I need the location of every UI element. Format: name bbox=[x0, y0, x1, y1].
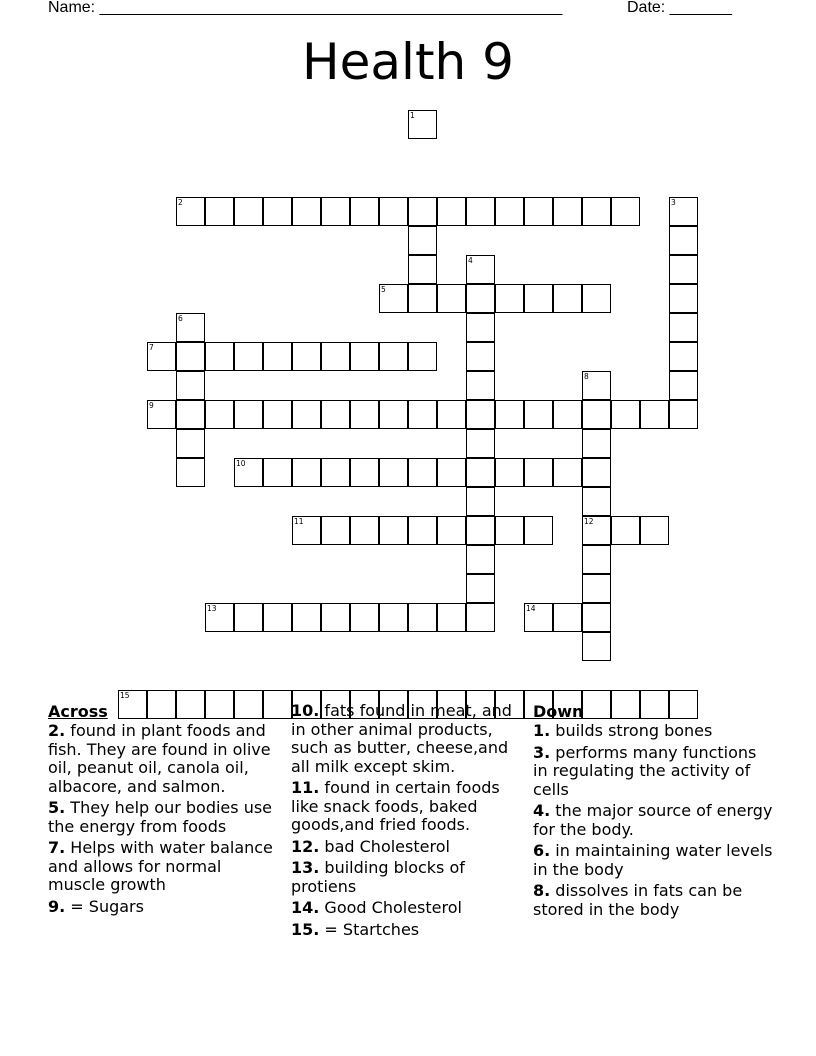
clue-item-number: 7. bbox=[48, 838, 66, 857]
grid-cell[interactable] bbox=[466, 574, 495, 603]
grid-cell[interactable] bbox=[263, 197, 292, 226]
clue-number: 7 bbox=[149, 343, 154, 352]
clue-item-text: building blocks of protiens bbox=[291, 858, 465, 896]
grid-cell[interactable] bbox=[292, 400, 321, 429]
clue-number: 15 bbox=[120, 691, 130, 700]
grid-cell[interactable] bbox=[234, 197, 263, 226]
grid-cell[interactable] bbox=[408, 226, 437, 255]
clue-number: 2 bbox=[178, 198, 183, 207]
grid-cell[interactable] bbox=[553, 197, 582, 226]
grid-cell[interactable] bbox=[669, 284, 698, 313]
clue-number: 6 bbox=[178, 314, 183, 323]
clues-column-3 bbox=[533, 702, 773, 922]
grid-cell[interactable] bbox=[582, 429, 611, 458]
clue-number: 9 bbox=[149, 401, 154, 410]
grid-cell[interactable] bbox=[582, 603, 611, 632]
grid-cell[interactable] bbox=[379, 342, 408, 371]
grid-cell[interactable] bbox=[582, 284, 611, 313]
clues-column-2 bbox=[291, 702, 526, 942]
grid-cell[interactable] bbox=[408, 342, 437, 371]
grid-cell[interactable] bbox=[524, 603, 553, 632]
grid-cell[interactable] bbox=[524, 400, 553, 429]
clue-item bbox=[533, 722, 773, 741]
grid-cell[interactable] bbox=[176, 371, 205, 400]
clue-item-text: found in plant foods and fish. They are found in olive oil, peanut oil, canola oil, albacore, and salmon. bbox=[48, 721, 271, 796]
grid-cell[interactable] bbox=[437, 197, 466, 226]
grid-cell[interactable] bbox=[553, 284, 582, 313]
grid-cell[interactable] bbox=[495, 400, 524, 429]
clue-number: 13 bbox=[207, 604, 217, 613]
grid-cell[interactable] bbox=[234, 458, 263, 487]
grid-cell[interactable] bbox=[176, 458, 205, 487]
grid-cell[interactable] bbox=[321, 342, 350, 371]
clue-number: 10 bbox=[236, 459, 246, 468]
clue-item-text: = Startches bbox=[319, 919, 420, 939]
clue-item-text: They help our bodies use the energy from foods bbox=[48, 798, 273, 836]
grid-cell[interactable] bbox=[205, 197, 234, 226]
grid-cell[interactable] bbox=[321, 197, 350, 226]
grid-cell[interactable] bbox=[408, 458, 437, 487]
clues-column-1 bbox=[48, 702, 283, 919]
grid-cell[interactable] bbox=[321, 400, 350, 429]
grid-cell[interactable] bbox=[379, 284, 408, 313]
clue-item-number: 6. bbox=[533, 841, 551, 860]
grid-cell[interactable] bbox=[582, 400, 611, 429]
grid-cell[interactable] bbox=[553, 400, 582, 429]
grid-cell[interactable] bbox=[582, 458, 611, 487]
clue-item bbox=[291, 899, 526, 918]
clue-number: 3 bbox=[671, 198, 676, 207]
clue-item bbox=[48, 839, 283, 895]
grid-cell[interactable] bbox=[437, 458, 466, 487]
clue-item-number: 8. bbox=[533, 881, 551, 900]
grid-cell[interactable] bbox=[379, 603, 408, 632]
grid-cell[interactable] bbox=[669, 255, 698, 284]
clue-item-number: 5. bbox=[48, 798, 66, 817]
grid-cell[interactable] bbox=[234, 342, 263, 371]
grid-cell[interactable] bbox=[408, 603, 437, 632]
grid-cell[interactable] bbox=[379, 516, 408, 545]
grid-cell[interactable] bbox=[466, 487, 495, 516]
grid-cell[interactable] bbox=[263, 342, 292, 371]
grid-cell[interactable] bbox=[611, 197, 640, 226]
grid-cell[interactable] bbox=[669, 226, 698, 255]
grid-cell[interactable] bbox=[350, 197, 379, 226]
down-heading: Down bbox=[533, 702, 584, 721]
across-heading: Across bbox=[48, 702, 108, 721]
clue-number: 1 bbox=[410, 111, 415, 120]
grid-cell[interactable] bbox=[495, 458, 524, 487]
grid-cell[interactable] bbox=[321, 516, 350, 545]
clue-number: 5 bbox=[381, 285, 386, 294]
clue-item-number: 3. bbox=[533, 742, 551, 762]
clue-item-number: 9. bbox=[48, 896, 66, 916]
grid-cell[interactable] bbox=[553, 603, 582, 632]
grid-cell[interactable] bbox=[466, 313, 495, 342]
grid-cell[interactable] bbox=[205, 342, 234, 371]
clue-item-text: dissolves in fats can be stored in the body bbox=[533, 881, 743, 919]
clue-item-number: 14. bbox=[291, 898, 320, 917]
grid-cell[interactable] bbox=[350, 603, 379, 632]
clue-item bbox=[48, 799, 283, 836]
grid-cell[interactable] bbox=[147, 342, 176, 371]
grid-cell[interactable] bbox=[292, 197, 321, 226]
grid-cell[interactable] bbox=[582, 545, 611, 574]
grid-cell[interactable] bbox=[379, 400, 408, 429]
clue-item-text: in maintaining water levels in the body bbox=[533, 841, 773, 879]
grid-cell[interactable] bbox=[408, 255, 437, 284]
grid-cell[interactable] bbox=[408, 284, 437, 313]
grid-cell[interactable] bbox=[263, 458, 292, 487]
grid-cell[interactable] bbox=[524, 197, 553, 226]
clue-item bbox=[533, 802, 773, 839]
clue-item bbox=[533, 744, 773, 800]
grid-cell[interactable] bbox=[466, 429, 495, 458]
grid-cell[interactable] bbox=[611, 516, 640, 545]
clue-item-text: = Sugars bbox=[65, 896, 144, 916]
grid-cell[interactable] bbox=[669, 313, 698, 342]
grid-cell[interactable] bbox=[147, 400, 176, 429]
grid-cell[interactable] bbox=[292, 603, 321, 632]
grid-cell[interactable] bbox=[466, 458, 495, 487]
clue-item bbox=[291, 838, 526, 857]
clue-item-text: performs many functions in regulating the activity of cells bbox=[533, 742, 757, 799]
grid-cell[interactable] bbox=[437, 284, 466, 313]
grid-cell[interactable] bbox=[205, 603, 234, 632]
clue-number: 8 bbox=[584, 372, 589, 381]
grid-cell[interactable] bbox=[524, 458, 553, 487]
grid-cell[interactable] bbox=[176, 429, 205, 458]
grid-cell[interactable] bbox=[205, 400, 234, 429]
clue-item-number: 4. bbox=[533, 801, 551, 820]
grid-cell[interactable] bbox=[350, 400, 379, 429]
clue-item-text: fats found in meat, and in other animal products, such as butter, cheese,and all milk except skim. bbox=[291, 701, 512, 776]
grid-cell[interactable] bbox=[495, 284, 524, 313]
clue-item-number: 2. bbox=[48, 721, 66, 740]
name-field-label: Name: ____________________________________________________ bbox=[48, 0, 563, 16]
grid-cell[interactable] bbox=[350, 458, 379, 487]
grid-cell[interactable] bbox=[669, 342, 698, 371]
grid-cell[interactable] bbox=[437, 516, 466, 545]
clue-item bbox=[291, 921, 526, 940]
clue-number: 4 bbox=[468, 256, 473, 265]
clue-item-number: 1. bbox=[533, 721, 551, 740]
grid-cell[interactable] bbox=[263, 400, 292, 429]
grid-cell[interactable] bbox=[611, 400, 640, 429]
clue-item-number: 15. bbox=[291, 919, 320, 939]
grid-cell[interactable] bbox=[582, 516, 611, 545]
clue-item bbox=[291, 702, 526, 776]
grid-cell[interactable] bbox=[495, 516, 524, 545]
grid-cell[interactable] bbox=[437, 603, 466, 632]
clue-item bbox=[291, 859, 526, 896]
clue-item bbox=[48, 722, 283, 796]
grid-cell[interactable] bbox=[466, 255, 495, 284]
page-title: Health 9 bbox=[302, 33, 514, 91]
grid-cell[interactable] bbox=[669, 371, 698, 400]
grid-cell[interactable] bbox=[466, 284, 495, 313]
grid-cell[interactable] bbox=[408, 110, 437, 139]
clue-item bbox=[48, 898, 283, 917]
grid-cell[interactable] bbox=[466, 371, 495, 400]
clue-item bbox=[533, 882, 773, 919]
grid-cell[interactable] bbox=[466, 400, 495, 429]
grid-cell[interactable] bbox=[263, 603, 292, 632]
grid-cell[interactable] bbox=[408, 400, 437, 429]
grid-cell[interactable] bbox=[466, 545, 495, 574]
grid-cell[interactable] bbox=[582, 197, 611, 226]
grid-cell[interactable] bbox=[408, 516, 437, 545]
grid-cell[interactable] bbox=[582, 632, 611, 661]
grid-cell[interactable] bbox=[466, 342, 495, 371]
grid-cell[interactable] bbox=[524, 516, 553, 545]
grid-cell[interactable] bbox=[582, 574, 611, 603]
grid-cell[interactable] bbox=[321, 603, 350, 632]
grid-cell[interactable] bbox=[292, 516, 321, 545]
grid-cell[interactable] bbox=[524, 284, 553, 313]
clue-number: 14 bbox=[526, 604, 536, 613]
clue-item-number: 13. bbox=[291, 858, 320, 877]
grid-cell[interactable] bbox=[582, 487, 611, 516]
clue-item-text: the major source of energy for the body. bbox=[533, 801, 773, 839]
clue-number: 12 bbox=[584, 517, 594, 526]
clue-item-text: found in certain foods like snack foods, baked goods,and fried foods. bbox=[291, 778, 500, 834]
grid-cell[interactable] bbox=[321, 458, 350, 487]
grid-cell[interactable] bbox=[582, 371, 611, 400]
grid-cell[interactable] bbox=[292, 342, 321, 371]
grid-cell[interactable] bbox=[234, 603, 263, 632]
clue-item-number: 12. bbox=[291, 836, 320, 856]
grid-cell[interactable] bbox=[437, 400, 466, 429]
grid-cell[interactable] bbox=[350, 516, 379, 545]
grid-cell[interactable] bbox=[176, 313, 205, 342]
grid-cell[interactable] bbox=[669, 197, 698, 226]
grid-cell[interactable] bbox=[176, 400, 205, 429]
clue-item bbox=[533, 842, 773, 879]
grid-cell[interactable] bbox=[176, 342, 205, 371]
grid-cell[interactable] bbox=[466, 603, 495, 632]
grid-cell[interactable] bbox=[379, 197, 408, 226]
grid-cell[interactable] bbox=[408, 197, 437, 226]
grid-cell[interactable] bbox=[640, 400, 669, 429]
clue-item-text: builds strong bones bbox=[550, 721, 713, 740]
grid-cell[interactable] bbox=[176, 197, 205, 226]
grid-cell[interactable] bbox=[292, 458, 321, 487]
clue-item-text: Helps with water balance and allows for normal muscle growth bbox=[48, 838, 273, 894]
grid-cell[interactable] bbox=[495, 197, 524, 226]
grid-cell[interactable] bbox=[640, 516, 669, 545]
grid-cell[interactable] bbox=[553, 458, 582, 487]
clue-number: 11 bbox=[294, 517, 304, 526]
grid-cell[interactable] bbox=[350, 342, 379, 371]
clue-item-number: 10. bbox=[291, 701, 320, 720]
grid-cell[interactable] bbox=[466, 516, 495, 545]
clue-item bbox=[291, 779, 526, 835]
grid-cell[interactable] bbox=[234, 400, 263, 429]
clue-item-text: Good Cholesterol bbox=[319, 898, 462, 917]
grid-cell[interactable] bbox=[669, 400, 698, 429]
grid-cell[interactable] bbox=[379, 458, 408, 487]
date-field-label: Date: _______ bbox=[627, 0, 732, 16]
clue-item-text: bad Cholesterol bbox=[319, 836, 450, 856]
clue-item-number: 11. bbox=[291, 778, 320, 797]
grid-cell[interactable] bbox=[466, 197, 495, 226]
